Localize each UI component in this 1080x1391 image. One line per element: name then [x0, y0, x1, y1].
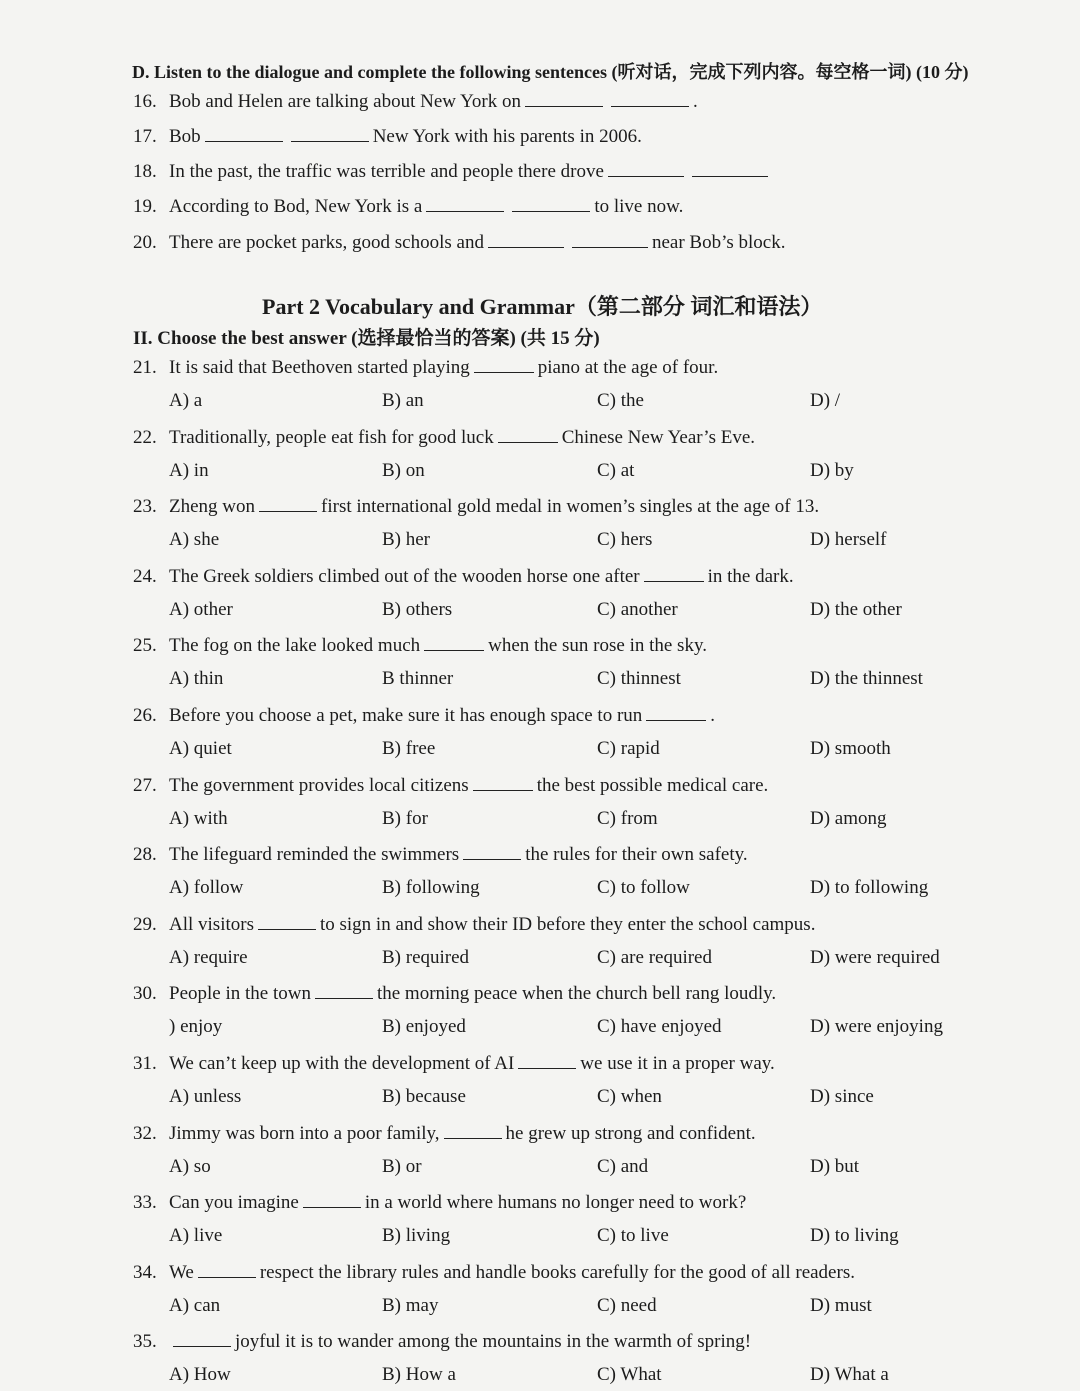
question-text: Jimmy was born into a poor family, [169, 1122, 440, 1144]
question-text-end: the rules for their own safety. [525, 844, 748, 866]
option-c[interactable]: C) hers [597, 529, 653, 551]
option-d[interactable]: D) What a [810, 1364, 889, 1386]
option-a[interactable]: A) can [169, 1294, 221, 1316]
question-text: Zheng won [169, 496, 256, 518]
option-b[interactable]: B) because [382, 1086, 466, 1107]
option-c[interactable]: C) need [597, 1294, 657, 1316]
question-text: We can’t keep up with the development of AI [169, 1053, 515, 1074]
item-text-end: . [692, 91, 698, 112]
option-d[interactable]: D) were required [810, 946, 940, 968]
item-text-end: New York with his parents in 2006. [372, 126, 642, 147]
listening-item [133, 195, 683, 221]
answer-blank[interactable] [488, 231, 564, 248]
option-b[interactable]: B) following [382, 877, 480, 899]
item-number: 19. [133, 196, 157, 217]
listening-item [133, 160, 772, 186]
option-b[interactable]: B) enjoyed [382, 1016, 466, 1038]
question-stem [133, 982, 776, 1005]
option-a[interactable]: ) enjoy [169, 1016, 223, 1038]
option-c[interactable]: C) the [597, 390, 644, 411]
option-b[interactable]: B) or [382, 1155, 422, 1177]
answer-blank[interactable] [259, 495, 317, 512]
listening-instruction: D. Listen to the dialogue and complete the following sentences (听对话，完成下列内容。每空格一词) (10 分) [132, 62, 969, 82]
answer-blank[interactable] [173, 1330, 231, 1347]
option-d[interactable]: D) among [810, 807, 887, 829]
section-heading: II. Choose the best answer (选择最恰当的答案) (共 15 分) [133, 328, 600, 349]
option-c[interactable]: C) have enjoyed [597, 1016, 722, 1038]
question-text-end: Chinese New Year’s Eve. [561, 426, 756, 448]
option-b[interactable]: B thinner [382, 668, 454, 690]
question-stem [133, 1122, 756, 1145]
option-d[interactable]: D) must [810, 1294, 872, 1316]
item-text: In the past, the traffic was terrible and people there drove [169, 161, 604, 182]
answer-blank[interactable] [473, 774, 533, 791]
question-number: 28. [133, 844, 157, 866]
option-c[interactable]: C) are required [597, 946, 712, 968]
item-text: According to Bod, New York is a [169, 196, 423, 217]
answer-blank[interactable] [611, 90, 689, 107]
part-title: Part 2 Vocabulary and Grammar（第二部分 词汇和语法） [262, 294, 823, 319]
option-d[interactable]: D) by [810, 459, 854, 481]
question-stem [133, 843, 748, 866]
answer-blank[interactable] [198, 1261, 256, 1278]
item-text-end: to live now. [594, 196, 684, 217]
option-a[interactable]: A) so [169, 1155, 211, 1177]
option-d[interactable]: D) herself [810, 529, 887, 551]
option-a[interactable]: A) she [169, 529, 220, 551]
answer-blank[interactable] [426, 195, 504, 212]
question-stem [133, 495, 819, 518]
option-b[interactable]: B) for [382, 807, 428, 829]
answer-blank[interactable] [424, 634, 484, 651]
option-c[interactable]: C) What [597, 1364, 662, 1386]
answer-blank[interactable] [518, 1052, 576, 1069]
listening-item [133, 125, 642, 151]
option-c[interactable]: C) at [597, 459, 635, 481]
option-b[interactable]: B) living [382, 1225, 451, 1247]
question-number: 22. [133, 426, 157, 448]
question-stem [133, 634, 707, 657]
question-number: 25. [133, 635, 157, 657]
question-text: We [169, 1261, 194, 1283]
item-text: Bob [169, 126, 201, 147]
option-b[interactable]: B) required [382, 946, 470, 968]
question-number: 29. [133, 913, 157, 935]
question-stem [133, 1261, 855, 1284]
answer-blank[interactable] [303, 1191, 361, 1208]
option-a[interactable]: A) unless [169, 1086, 242, 1107]
question-text-end: in a world where humans no longer need to work? [364, 1192, 747, 1214]
option-d[interactable]: D) to following [810, 877, 929, 899]
option-d[interactable]: D) the thinnest [810, 668, 923, 690]
question-text: Before you choose a pet, make sure it has enough space to run [169, 705, 643, 726]
answer-blank[interactable] [463, 843, 521, 860]
option-d[interactable]: D) the other [810, 598, 902, 620]
answer-blank[interactable] [644, 565, 704, 582]
question-text: The fog on the lake looked much [169, 635, 421, 657]
item-text-end: near Bob’s block. [651, 232, 786, 253]
question-text: The government provides local citizens [169, 774, 469, 796]
question-number: 24. [133, 565, 157, 587]
question-number: 31. [133, 1053, 157, 1074]
question-text: It is said that Beethoven started playing [169, 357, 470, 378]
option-d[interactable]: D) to living [810, 1225, 899, 1247]
question-stem [133, 426, 755, 449]
question-text: Traditionally, people eat fish for good luck [169, 426, 494, 448]
answer-blank[interactable] [525, 90, 603, 107]
question-text-end: joyful it is to wander among the mountains in the warmth of spring! [235, 1331, 752, 1353]
option-a[interactable]: A) follow [169, 877, 244, 899]
question-text-end: piano at the age of four. [537, 357, 719, 378]
option-c[interactable]: C) from [597, 807, 658, 829]
option-b[interactable]: B) may [382, 1294, 439, 1316]
option-b[interactable]: B) on [382, 459, 425, 481]
listening-item [133, 90, 698, 116]
question-number: 23. [133, 496, 157, 518]
item-number: 17. [133, 126, 157, 147]
option-a[interactable]: A) quiet [169, 738, 232, 759]
option-a[interactable]: A) in [169, 459, 209, 481]
question-text-end: to sign in and show their ID before they enter the school campus. [319, 913, 816, 935]
answer-blank[interactable] [205, 125, 283, 142]
question-number: 21. [133, 357, 157, 378]
option-c[interactable]: C) to live [597, 1225, 669, 1247]
option-c[interactable]: C) another [597, 598, 678, 620]
option-d[interactable]: D) were enjoying [810, 1016, 943, 1038]
option-b[interactable]: B) How a [382, 1364, 456, 1386]
option-a[interactable]: A) with [169, 807, 228, 829]
listening-item [133, 231, 786, 257]
option-d[interactable]: D) but [810, 1155, 860, 1177]
question-text-end: in the dark. [707, 565, 794, 587]
option-d[interactable]: D) since [810, 1086, 874, 1107]
question-text-end: . [710, 705, 716, 726]
item-text: There are pocket parks, good schools and [169, 232, 484, 253]
question-stem [133, 774, 768, 797]
answer-blank[interactable] [692, 160, 768, 177]
question-stem [133, 913, 815, 936]
question-text: People in the town [169, 983, 311, 1005]
option-c[interactable]: C) when [597, 1086, 662, 1107]
answer-blank[interactable] [444, 1122, 502, 1139]
question-text: Can you imagine [169, 1192, 299, 1214]
answer-blank[interactable] [608, 160, 684, 177]
answer-blank[interactable] [291, 125, 369, 142]
question-number: 35. [133, 1331, 157, 1353]
question-stem [133, 1191, 746, 1214]
question-number: 26. [133, 705, 157, 726]
option-d[interactable]: D) smooth [810, 738, 891, 759]
option-a[interactable]: A) other [169, 598, 233, 620]
option-a[interactable]: A) live [169, 1225, 223, 1247]
question-text-end: we use it in a proper way. [580, 1053, 775, 1074]
answer-blank[interactable] [498, 426, 558, 443]
option-b[interactable]: B) free [382, 738, 436, 759]
option-a[interactable]: A) require [169, 946, 248, 968]
item-number: 16. [133, 91, 157, 112]
question-text-end: he grew up strong and confident. [505, 1122, 756, 1144]
option-a[interactable]: A) thin [169, 668, 224, 690]
option-c[interactable]: C) to follow [597, 877, 690, 899]
option-c[interactable]: C) and [597, 1155, 649, 1177]
question-text: All visitors [169, 913, 254, 935]
option-a[interactable]: A) How [169, 1364, 231, 1386]
question-stem [133, 356, 718, 379]
question-text-end: respect the library rules and handle books carefully for the good of all readers. [259, 1261, 855, 1283]
question-text: The lifeguard reminded the swimmers [169, 844, 460, 866]
question-number: 32. [133, 1122, 157, 1144]
question-text-end: the best possible medical care. [536, 774, 769, 796]
item-number: 18. [133, 161, 157, 182]
answer-blank[interactable] [474, 356, 534, 373]
option-b[interactable]: B) an [382, 390, 424, 411]
answer-blank[interactable] [315, 982, 373, 999]
answer-blank[interactable] [646, 704, 706, 721]
question-text-end: first international gold medal in women’s singles at the age of 13. [321, 496, 820, 518]
answer-blank[interactable] [258, 913, 316, 930]
question-text-end: when the sun rose in the sky. [488, 635, 707, 657]
answer-blank[interactable] [572, 231, 648, 248]
question-stem [133, 1052, 775, 1075]
question-stem [133, 704, 715, 727]
question-number: 27. [133, 774, 157, 796]
option-b[interactable]: B) others [382, 598, 453, 620]
question-number: 34. [133, 1261, 157, 1283]
item-number: 20. [133, 232, 157, 253]
option-a[interactable]: A) a [169, 390, 203, 411]
question-stem [133, 565, 794, 588]
question-stem [133, 1330, 751, 1353]
answer-blank[interactable] [512, 195, 590, 212]
question-number: 33. [133, 1192, 157, 1214]
option-c[interactable]: C) rapid [597, 738, 660, 759]
option-b[interactable]: B) her [382, 529, 431, 551]
question-text-end: the morning peace when the church bell rang loudly. [376, 983, 777, 1005]
question-number: 30. [133, 983, 157, 1005]
option-c[interactable]: C) thinnest [597, 668, 681, 690]
question-text: The Greek soldiers climbed out of the wooden horse one after [169, 565, 640, 587]
option-d[interactable]: D) / [810, 390, 841, 411]
item-text: Bob and Helen are talking about New York on [169, 91, 521, 112]
